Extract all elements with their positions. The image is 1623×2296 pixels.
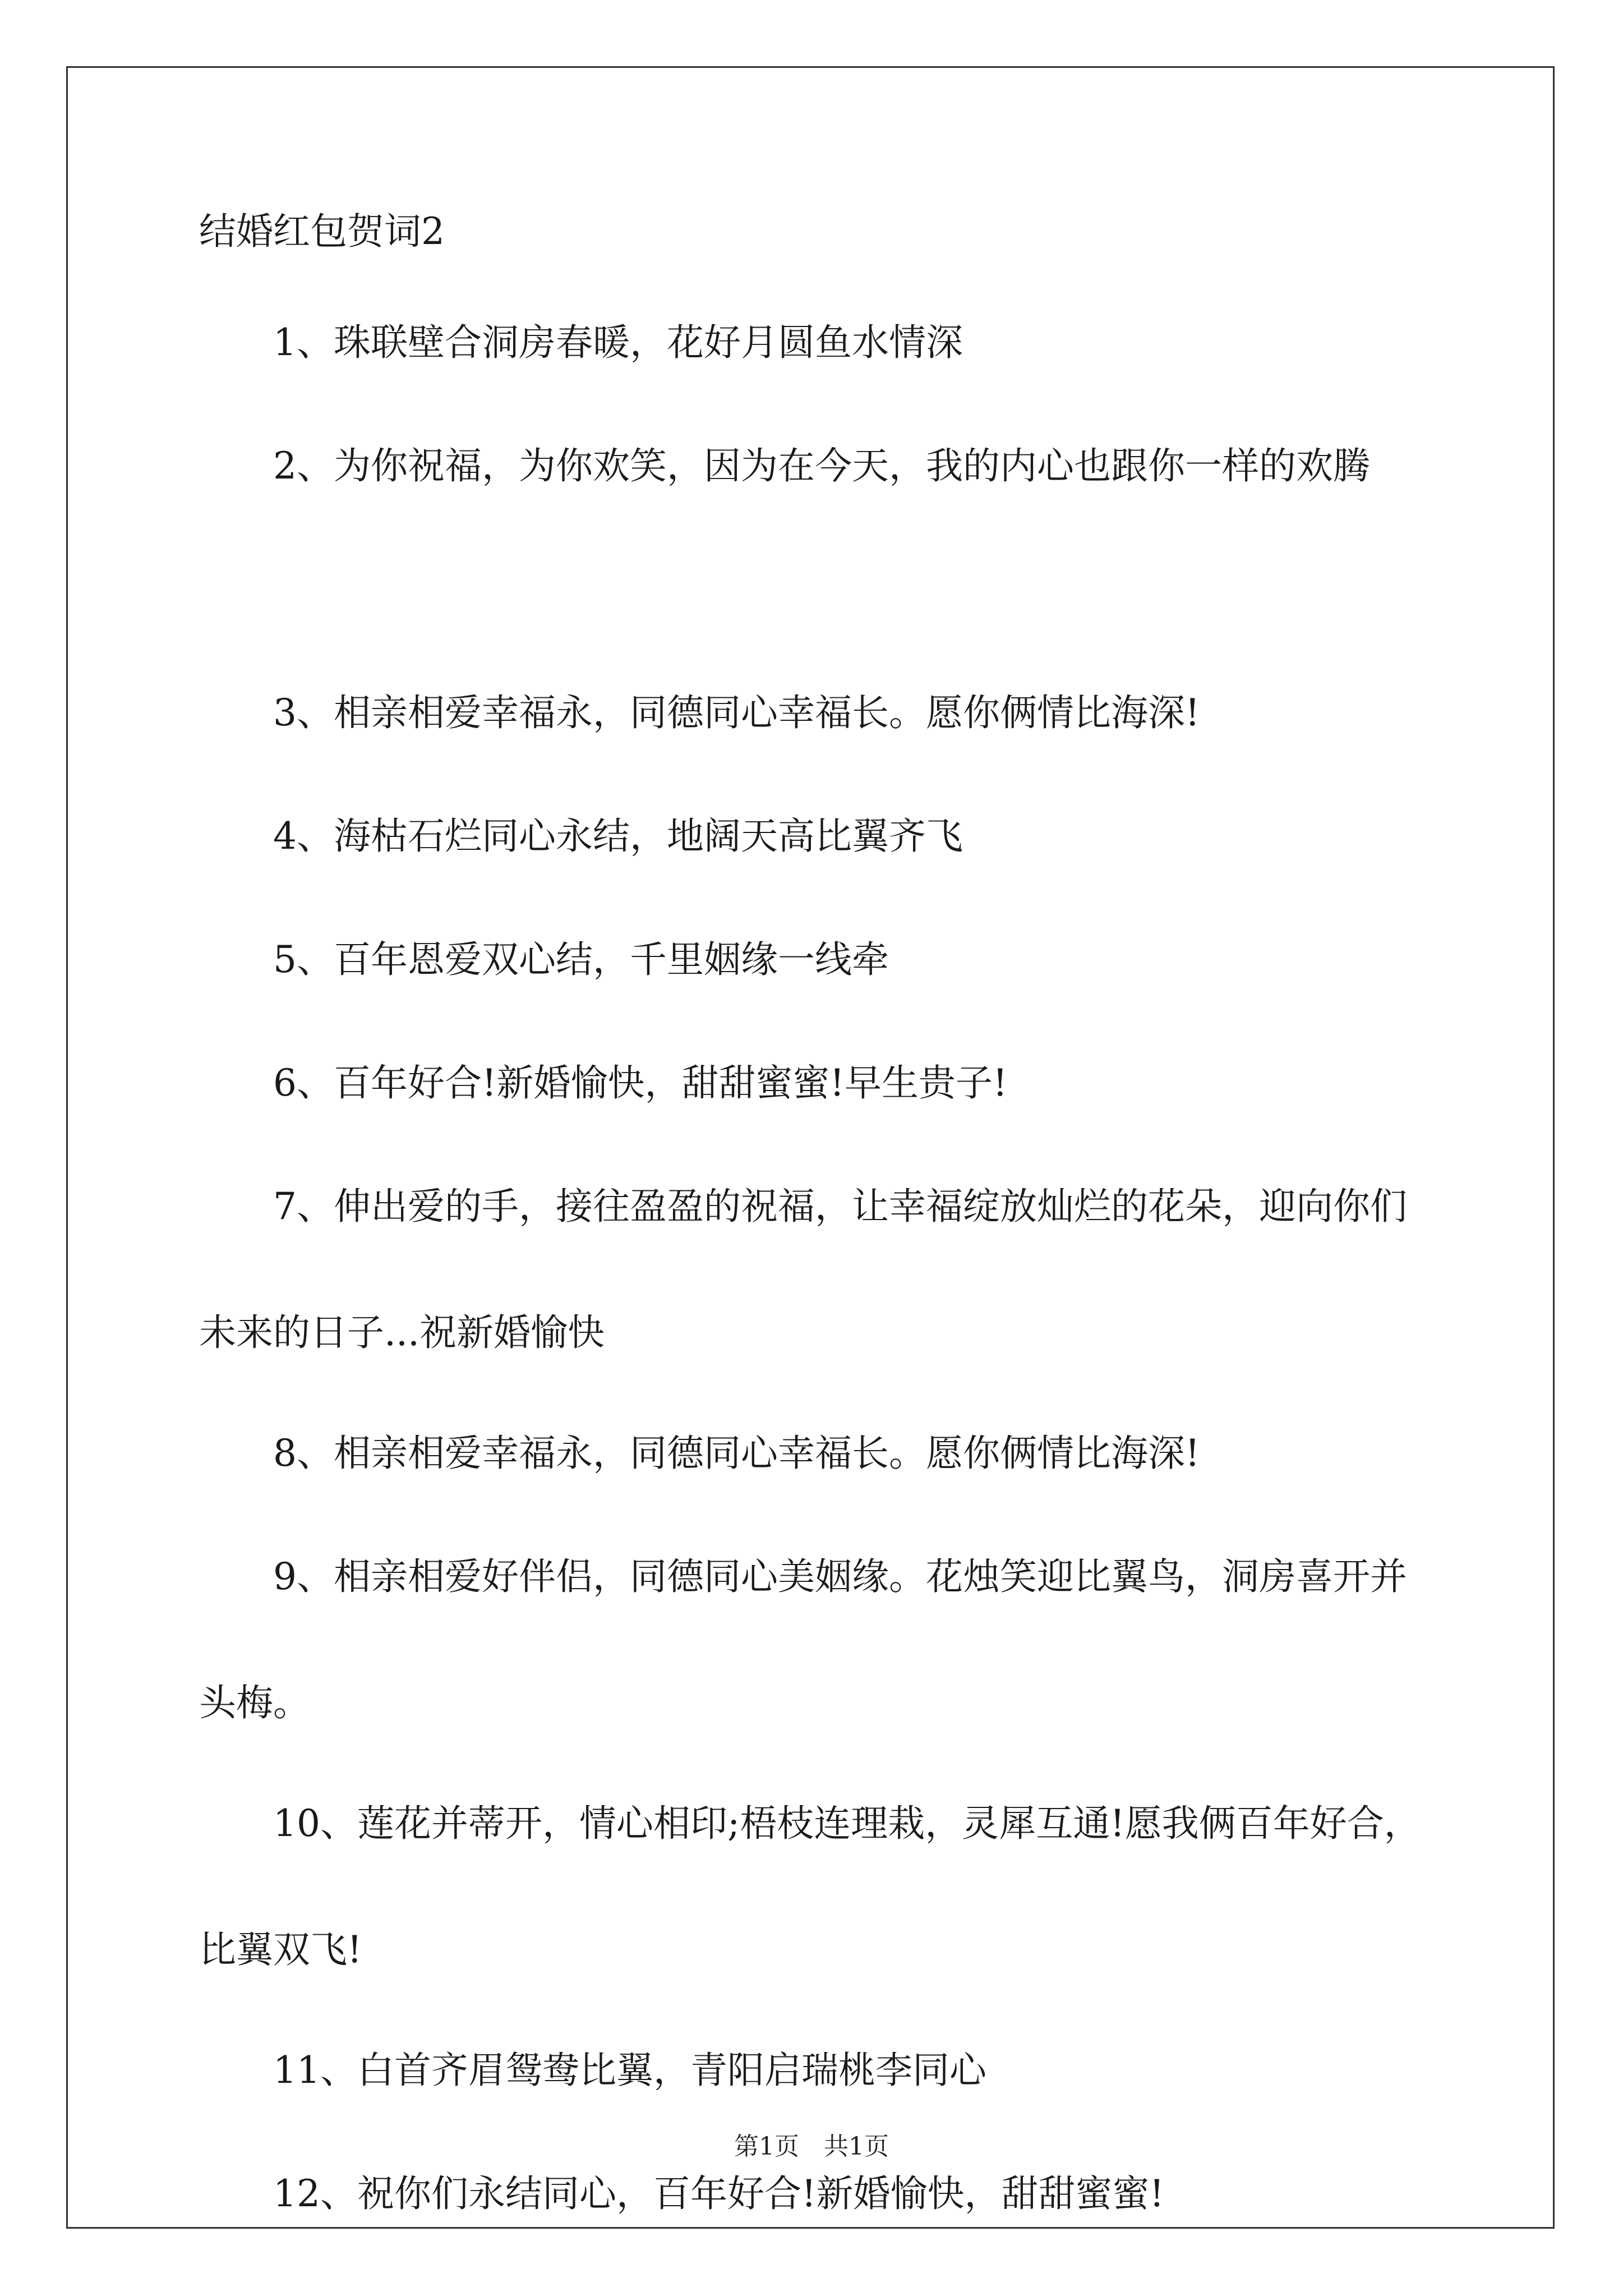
paragraph-6: 6、百年好合!新婚愉快，甜甜蜜蜜!早生贵子!: [273, 1061, 1008, 1105]
paragraph-4: 4、海枯石烂同心永结，地阔天高比翼齐飞: [273, 815, 963, 858]
paragraph-8: 8、相亲相爱幸福永，同德同心幸福长。愿你俩情比海深!: [273, 1432, 1200, 1475]
document-title: 结婚红包贺词2: [199, 210, 445, 253]
paragraph-9: 9、相亲相爱好伴侣，同德同心美姻缘。花烛笑迎比翼鸟，洞房喜开并头梅。: [199, 1555, 1407, 1724]
paragraph-12: 12、祝你们永结同心，百年好合!新婚愉快，甜甜蜜蜜!: [273, 2172, 1165, 2215]
page-footer: 第1页 共1页: [734, 2132, 889, 2161]
paragraph-11: 11、白首齐眉鸳鸯比翼，青阳启瑞桃李同心: [273, 2049, 986, 2092]
paragraph-10: 10、莲花并蒂开，情心相印;梧枝连理栽，灵犀互通!愿我俩百年好合，比翼双飞!: [199, 1802, 1421, 1971]
paragraph-1: 1、珠联壁合洞房春暖，花好月圆鱼水情深: [273, 321, 963, 364]
paragraph-2: 2、为你祝福，为你欢笑，因为在今天，我的内心也跟你一样的欢腾: [273, 444, 1370, 487]
paragraph-7: 7、伸出爱的手，接往盈盈的祝福，让幸福绽放灿烂的花朵，迎向你们未来的日子...祝新婚愉快: [199, 1185, 1407, 1354]
paragraph-3: 3、相亲相爱幸福永，同德同心幸福长。愿你俩情比海深!: [273, 691, 1200, 734]
paragraph-5: 5、百年恩爱双心结，千里姻缘一线牵: [273, 938, 889, 981]
